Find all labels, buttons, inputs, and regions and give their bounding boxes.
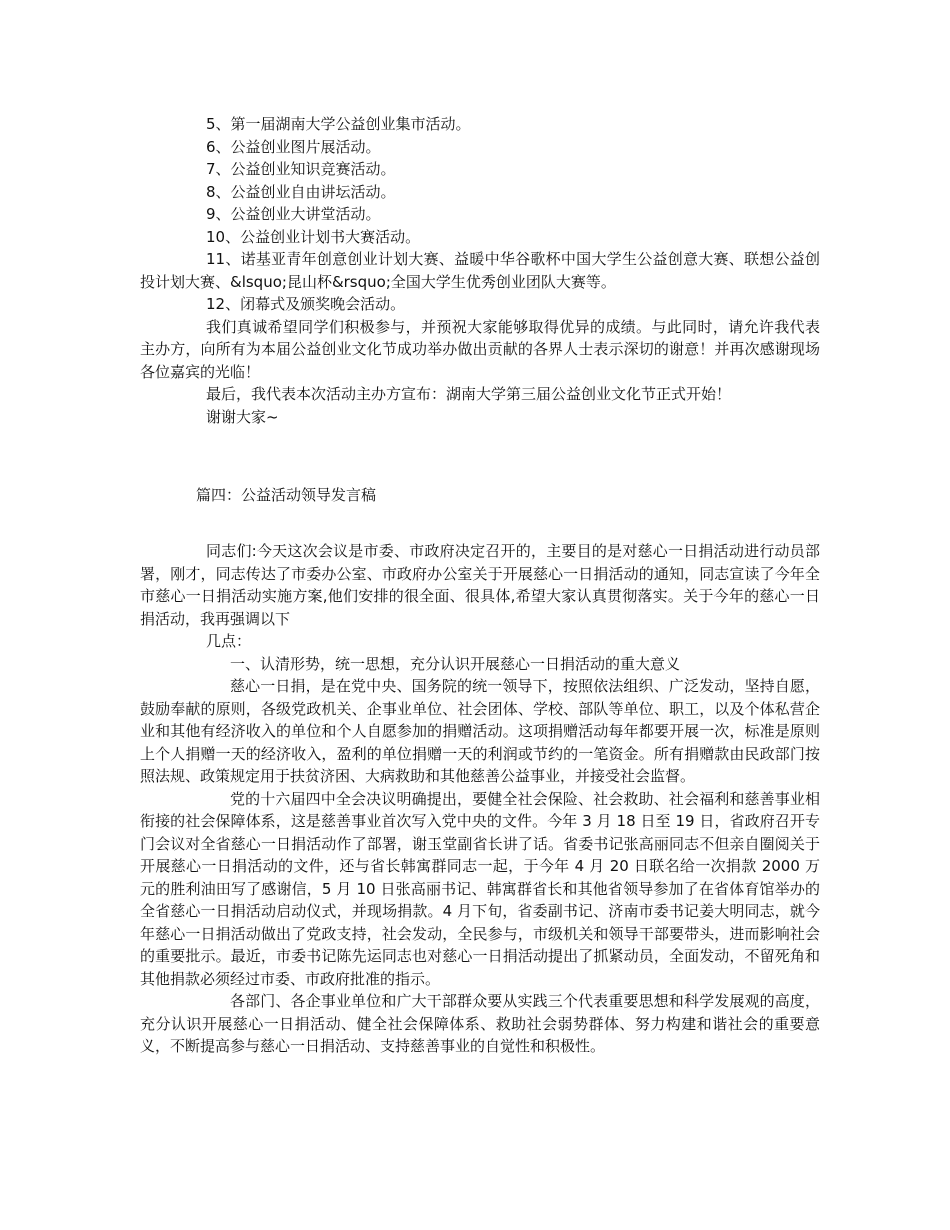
closing-paragraph: 我们真诚希望同学们积极参与，并预祝大家能够取得优异的成绩。与此同时，请允许我代表主办方，向所有为本届公益创业文化节成功举办做出贡献的各界人士表示深切的谢意！并再次感谢现场各位嘉宾的光临！ — [140, 317, 820, 381]
list-item: 11、诺基亚青年创意创业计划大赛、益暖中华谷歌杯中国大学生公益创意大赛、联想公益创投计划大赛、&lsquo;昆山杯&rsquo;全国大学生优秀创业团队大赛等。 — [140, 250, 820, 291]
speech-paragraph: 同志们:今天这次会议是市委、市政府决定召开的，主要目的是对慈心一日捐活动进行动员部署，刚才，同志传达了市委办公室、市政府办公室关于开展慈心一日捐活动的通知，同志宣读了今年全市慈心一日捐活动实施方案,他们安排的很全面、很具体,希望大家认真贯彻落实。关于今年的慈心一日捐活动，我再强调以下 — [140, 542, 820, 628]
list-item: 10、公益创业计划书大赛活动。 — [206, 227, 421, 246]
list-item: 7、公益创业知识竞赛活动。 — [206, 160, 396, 178]
list-item: 8、公益创业自由讲坛活动。 — [206, 182, 396, 201]
thanks-line: 谢谢大家~ — [206, 407, 279, 426]
opening-announcement: 最后，我代表本次活动主办方宣布：湖南大学第三届公益创业文化节正式开始！ — [206, 385, 732, 403]
list-item: 6、公益创业图片展活动。 — [206, 137, 381, 156]
list-item: 9、公益创业大讲堂活动。 — [206, 205, 381, 223]
list-item: 12、闭幕式及颁奖晚会活动。 — [206, 295, 406, 313]
speech-paragraph: 几点： — [206, 632, 252, 650]
event-list-section — [140, 113, 820, 428]
speech-paragraph: 党的十六届四中全会决议明确提出，要健全社会保险、社会救助、社会福利和慈善事业相衔接的社会保障体系，这是慈善事业首次写入党中央的文件。今年 3 月 18 日至 19 日，省政府召开专门会议对全省慈心一日捐活动作了部署，谢玉堂副省长讲了话。省委书记张高丽同志不但亲自圈阅关于开展慈心一日捐活动的文件，还与省长韩寓群同志一起，于今年 4 月 20 日联名给一次捐款 2000 万元的胜利油田写了感谢信，5 月 10 日张高丽书记、韩寓群省长和其他省领导参加了在省体育馆举办的全省慈心一日捐活动启动仪式，并现场捐款。4 月下旬，省委副书记、济南市委书记姜大明同志，就今年慈心一日捐活动做出了党政支持，社会发动，全民参与，市级机关和领导干部要带头，进而影响社会的重要批示。最近，市委书记陈先运同志也对慈心一日捐活动提出了抓紧动员，全面发动，不留死角和其他捐款必须经过市委、市政府批准的指示。 — [140, 789, 820, 988]
speech-paragraph: 各部门、各企事业单位和广大干部群众要从实践三个代表重要思想和科学发展观的高度，充分认识开展慈心一日捐活动、健全社会保障体系、救助社会弱势群体、努力构建和谐社会的重要意义，不断提高参与慈心一日捐活动、支持慈善事业的自觉性和积极性。 — [140, 992, 820, 1055]
section-heading: 篇四：公益活动领导发言稿 — [196, 486, 377, 504]
speech-section — [140, 540, 820, 1058]
speech-subheading: 一、认清形势，统一思想，充分认识开展慈心一日捐活动的重大意义 — [230, 654, 681, 673]
speech-paragraph: 慈心一日捐，是在党中央、国务院的统一领导下，按照依法组织、广泛发动，坚持自愿，鼓励奉献的原则，各级党政机关、企事业单位、社会团体、学校、部队等单位、职工，以及个体私营企业和其他有经济收入的单位和个人自愿参加的捐赠活动。这项捐赠活动每年都要开展一次，标准是原则上个人捐赠一天的经济收入，盈利的单位捐赠一天的利润或节约的一笔资金。所有捐赠款由民政部门按照法规、政策规定用于扶贫济困、大病救助和其他慈善公益事业，并接受社会监督。 — [140, 677, 820, 785]
list-item: 5、第一届湖南大学公益创业集市活动。 — [206, 115, 471, 133]
